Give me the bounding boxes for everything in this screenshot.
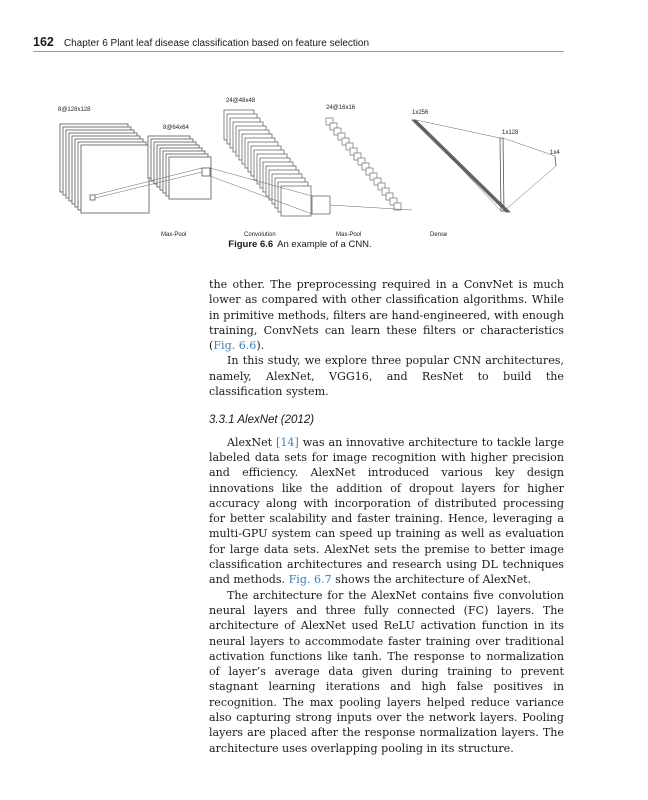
dense-1x256: [412, 120, 510, 212]
figure-6-6-link[interactable]: Fig. 6.6: [213, 339, 257, 353]
figure-6-7-link[interactable]: Fig. 6.7: [288, 573, 332, 587]
label-8x128: 8@128x128: [58, 107, 91, 113]
paragraph-4: The architecture for the AlexNet contains five convolution neural layers and three fully connected (FC) layers. The architecture of AlexNet used ReLU activation function in its neural layers to accommodate faster training over traditional activation functions like tanh. The response to normalization of layer’s average data given during training to prevent stagnant learning iterations and high false positives in recognition. The max pooling layers helped reduce variance also capturing strong inputs over the network layers. Pooling layers are placed after the response normalization layers. The architecture uses overlapping pooling in its structure.: [209, 588, 564, 755]
dense-1x128: [500, 138, 504, 211]
paragraph-1-end: ).: [256, 339, 265, 353]
label-24x16: 24@16x16: [326, 105, 356, 111]
cnn-figure: [50, 88, 590, 258]
paragraph-1-text: the other. The preprocessing required in a ConvNet is much lower as compared with other classification algorithms. While in primitive methods, filters are hand-engineered, with enough training, ConvNets can learn these filters or characteristics (: [209, 278, 564, 353]
label-1x4: 1x4: [550, 150, 560, 156]
stage-maxpool-1: Max-Pool: [161, 232, 187, 238]
running-head: Chapter 6 Plant leaf disease classification based on feature selection: [63, 38, 370, 49]
label-24x48: 24@48x48: [226, 98, 256, 104]
label-8x64: 8@64x64: [163, 125, 189, 131]
cnn-diagram: [50, 88, 590, 258]
label-1x128: 1x128: [502, 130, 519, 136]
page-number: 162: [33, 35, 54, 49]
stage-maxpool-2: Max-Pool: [336, 232, 362, 238]
layer-block-24x48: [224, 110, 330, 216]
paragraph-2: In this study, we explore three popular CNN architectures, namely, AlexNet, VGG16, and ResNet to build the classification system.: [209, 354, 564, 399]
body-text: [209, 277, 564, 756]
stage-dense: Dense: [430, 232, 448, 238]
layer-block-8x64: [148, 136, 211, 199]
figure-caption: [0, 239, 600, 250]
header-rule: [33, 51, 564, 52]
paragraph-3-a: AlexNet: [227, 435, 277, 449]
layer-block-24x16: [326, 118, 401, 210]
dense-1x4: [555, 156, 556, 166]
paragraph-3-b: was an innovative architecture to tackle large labeled data sets for image recognition with higher precision and efficiency. AlexNet introduced various key design innovations like the addition of dropout layers for higher accuracy along with incorporation of distributed processing for better scalability and faster training. Hence, leveraging a multi-GPU system can speed up training as well as evaluation for large data sets. AlexNet sets the premise to better image classification architectures and research using DL techniques and methods.: [209, 435, 565, 587]
label-1x256: 1x256: [412, 110, 429, 116]
paragraph-3: [209, 435, 564, 588]
paragraph-1: [209, 277, 564, 353]
stage-convolution: Convolution: [244, 232, 276, 238]
section-heading-alexnet: 3.3.1 AlexNet (2012): [209, 414, 315, 427]
caption-label: Figure 6.6: [228, 239, 274, 250]
page-header: [33, 35, 564, 49]
layer-block-8x128: [60, 124, 149, 213]
citation-14-link[interactable]: [14]: [276, 435, 299, 449]
paragraph-3-c: shows the architecture of AlexNet.: [331, 573, 532, 587]
caption-text: An example of a CNN.: [277, 239, 372, 250]
